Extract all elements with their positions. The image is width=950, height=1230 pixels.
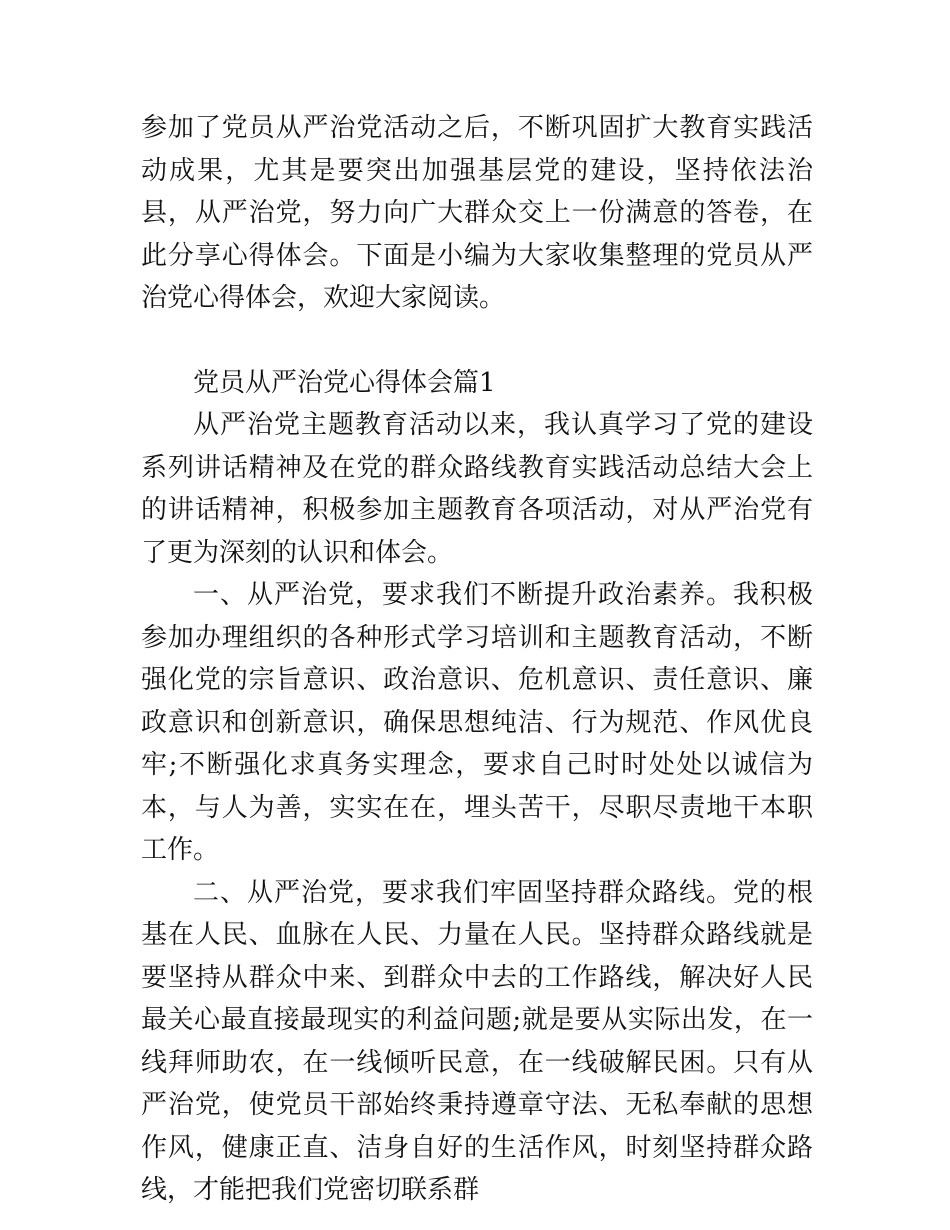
section-title: 党员从严治党心得体会篇1 [193, 367, 496, 398]
body-paragraph-1: 从严治党主题教育活动以来，我认真学习了党的建设系列讲话精神及在党的群众路线教育实践活动总结大会上的讲话精神，积极参加主题教育各项活动，对从严治党有了更为深刻的认识和体会。 [141, 410, 813, 568]
document-body [141, 107, 813, 1212]
body-paragraph-2: 一、从严治党，要求我们不断提升政治素养。我积极参加办理组织的各种形式学习培训和主题教育活动，不断强化党的宗旨意识、政治意识、危机意识、责任意识、廉政意识和创新意识，确保思想纯洁、行为规范、作风优良牢;不断强化求真务实理念，要求自己时时处处以诚信为本，与人为善，实实在在，埋头苦干，尽职尽责地干本职工作。 [141, 580, 813, 865]
body-paragraph-3: 二、从严治党，要求我们牢固坚持群众路线。党的根基在人民、血脉在人民、力量在人民。坚持群众路线就是要坚持从群众中来、到群众中去的工作路线，解决好人民最关心最直接最现实的利益问题;就是要从实际出发，在一线拜师助农，在一线倾听民意，在一线破解民困。只有从严治党，使党员干部始终秉持遵章守法、无私奉献的思想作风，健康正直、洁身自好的生活作风，时刻坚持群众路线，才能把我们党密切联系群 [141, 877, 813, 1205]
intro-paragraph: 参加了党员从严治党活动之后，不断巩固扩大教育实践活动成果，尤其是要突出加强基层党的建设，坚持依法治县，从严治党，努力向广大群众交上一份满意的答卷，在此分享心得体会。下面是小编为大家收集整理的党员从严治党心得体会，欢迎大家阅读。 [141, 113, 813, 313]
